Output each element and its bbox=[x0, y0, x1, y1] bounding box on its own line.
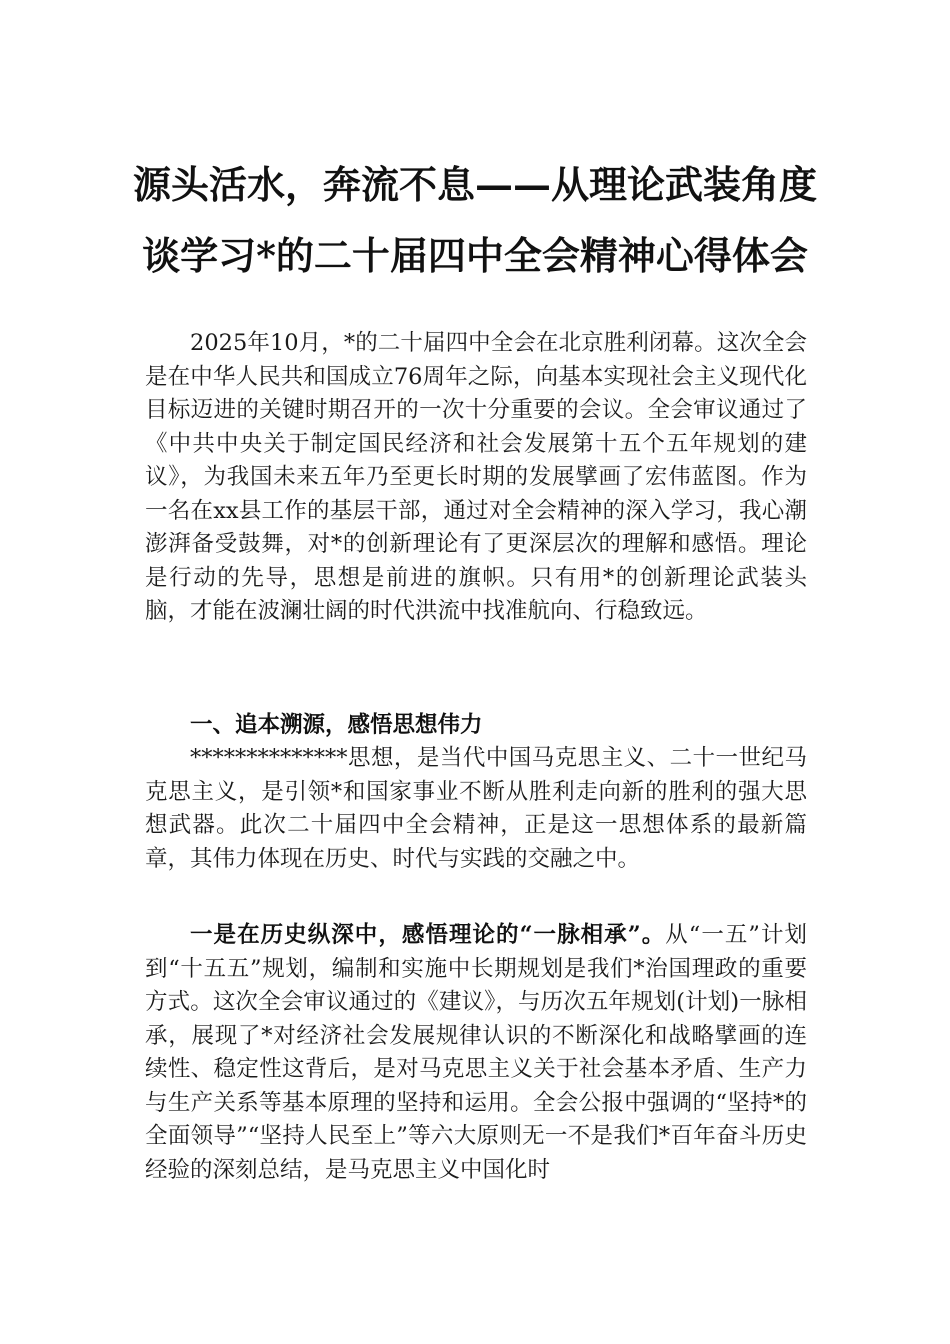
section-heading-1: 一、追本溯源，感悟思想伟力 bbox=[190, 712, 483, 738]
document-title-line-2: 谈学习*的二十届四中全会精神心得体会 bbox=[142, 233, 808, 278]
point-one-lead: 一是在历史纵深中，感悟理论的“一脉相承”。 bbox=[190, 922, 666, 948]
point-one-body: 从“一五”计划到“十五五”规划，编制和实施中长期规划是我们*治国理政的重要方式。这次全会审议通过的《建议》，与历次五年规划(计划)一脉相承，展现了*对经济社会发展规律认识的不断深化和战略擘画的连续性、稳定性这背后，是对马克思主义关于社会基本矛盾、生产力与生产关系等基本原理的坚持和运用。全会公报中强调的“坚持*的全面领导”“坚持人民至上”等六大原则无一不是我们*百年奋斗历史经验的深刻总结，是马克思主义中国化时 bbox=[145, 922, 807, 1183]
intro-paragraph: 2025年10月，*的二十届四中全会在北京胜利闭幕。这次全会是在中华人民共和国成立76周年之际，向基本实现社会主义现代化目标迈进的关键时期召开的一次十分重要的会议。全会审议通过了《中共中央关于制定国民经济和社会发展第十五个五年规划的建议》，为我国未来五年乃至更长时期的发展擘画了宏伟蓝图。作为一名在xx县工作的基层干部，通过对全会精神的深入学习，我心潮澎湃备受鼓舞，对*的创新理论有了更深层次的理解和感悟。理论是行动的先导，思想是前进的旗帜。只有用*的创新理论武装头脑，才能在波澜壮阔的时代洪流中找准航向、行稳致远。 bbox=[145, 330, 807, 624]
document-title-line-1: 源头活水，奔流不息——从理论武装角度 bbox=[132, 162, 817, 207]
point-one-paragraph bbox=[145, 919, 807, 1187]
section1-paragraph: **************思想，是当代中国马克思主义、二十一世纪马克思主义，是引领*和国家事业不断从胜利走向新的胜利的强大思想武器。此次二十届四中全会精神，正是这一思想体系的最新篇章，其伟力体现在历史、时代与实践的交融之中。 bbox=[145, 745, 807, 872]
